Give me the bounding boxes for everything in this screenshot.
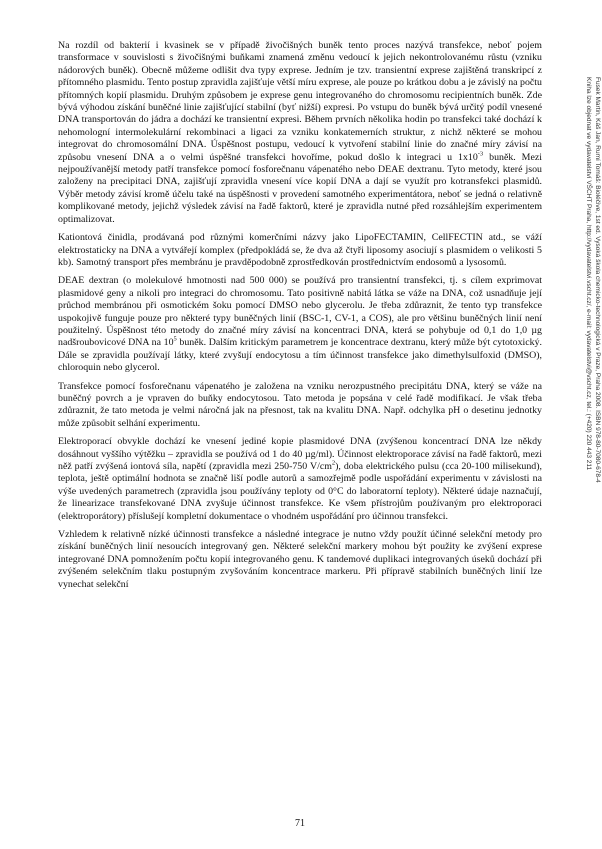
paragraph-1-text: Na rozdíl od bakterií i kvasinek se v případě živočišných buněk tento proces nazývá transfekce, neboť pojem transformace v souvislosti s živočišnými buňkami znamená změnu vedoucí k jejich nekontrolovanému růstu (vzniku nádorových buněk). Obecně můžeme odlišit dva typy exprese. Jedním je tzv. transientní exprese zajištěná transkripcí z přítomného plasmidu. Tento postup zpravidla zajišťuje větší míru exprese, ale pouze po krátkou dobu a je závislý na počtu přítomných kopií plasmidu. Druhým způsobem je exprese genu integrovaného do chromosomu recipientních buněk. Zde bývá výhodou získání buněčné linie zajišťující stabilní (byť nižší) expresi. Po vstupu do buněk bývá určitý podíl vnesené DNA transportován do jádra a dochází ke transientní expresi. Během prvních několika hodin po transfekci také dochází k nehomologní intermolekulární rekombinaci a ligaci za vzniku konkatemerních struktur, z nichž některé se mohou integrovat do chromosomální DNA. Úspěšnost postupu, vedoucí k vytvoření stabilní linie do značné míry závisí na způsobu vnesení DNA a o velmi úspěšné transfekci hovoříme, pokud došlo k integraci u 1x10 [58,40,542,163]
page-number: 71 [295,818,305,829]
body-text [58,40,542,597]
side-citation-note [568,77,602,605]
side-citation-line-2: Kniha lze objednat ve vydavatelství VŠCHT Praha, http://vydavatelstvi.vscht.cz/, e-mail: vydavatelstvi@vscht.cz, tel.: (+420) 220 443 211 [585,77,592,471]
paragraph-3 [58,275,542,374]
paragraph-6: Vzhledem k relativně nízké účinnosti transfekce a následné integrace je nutno vždy použít účinné selekční metody pro získání buněčných linií nesoucích integrovaný gen. Některé selekční markery mohou být použity ke zvýšení exprese integrované DNA pomnožením počtu kopií integrovaného genu. K tandemové duplikaci integrovaných úseků dochází při zvýšeném selekčním tlaku postupným zvyšováním koncentrace markeru. Při přípravě stabilních buněčných linií lze vynechat selekční [58,529,542,590]
paragraph-1-continuation: buněk. Mezi nejpoužívanější metody patří transfekce pomocí fosforečnanu vápenatého nebo DEAE dextranu. Tyto metody, které jsou založeny na precipitaci DNA, zajišťují zpravidla vnesení více kopií DNA a dají se využít pro kotransfekci plasmidů. Výběr metody závisí kromě účelu také na úspěšnosti v provedení samotného experimentátora, neboť se jedná o relativně komplikované metody, jejichž výsledek závisí na řadě faktorů, které je zpravidla nutné před rozsáhlejším experimentem optimalizovat. [58,151,542,225]
paragraph-5-continuation: ), doba elektrického pulsu (cca 20-100 milisekund), teplota, ještě optimální hodnota se značně liší podle autorů a samozřejmě podle uspořádání experimentu v závislosti na výše uvedených parametrech (zpravidla jsou používány teploty od 0°C do laboratorní teploty). Některé údaje naznačují, že linearizace transfekované DNA zvyšuje účinnost transfekce. Ke všem přístrojům používaným pro elektroporaci (elektroporátory) příslušejí kompletní dokumentace o vhodném uspořádání pro účinnou transfekci. [58,461,542,522]
superscript: 2 [331,459,336,467]
paragraph-2: Kationtová činidla, prodávaná pod různými komerčními názvy jako LipoFECTAMIN, CellFECTIN atd., se váží elektrostaticky na DNA a vytvářejí komplex (předpokládá se, že dva až čtyři liposomy asociují s plasmidem o velikosti 5 kb). Samotný transport přes membránu je pravděpodobně zprostředkován prostřednictvím endosomů a lysosomů. [58,232,542,268]
paragraph-3-continuation: buněk. Dalším kritickým parametrem je koncentrace dextranu, který může být cytotoxický. Dále se zpravidla používají látky, které zvyšují endocytosu a tím účinnost transfekce jako dimethylsulfoxid (DMSO), chloroquin nebo glycerol. [58,337,542,374]
side-citation-line-1: Fusek Martin, Káš Jan, Rumí Tomáš: Bioléčive, 1st ed. Vysoká škola chemicko-technologická v Praze, Praha 2008. ISBN 978-80-7080-678-4 [594,77,601,483]
side-citation-rotated [568,77,602,605]
paragraph-4: Transfekce pomocí fosforečnanu vápenatého je založena na vzniku nerozpustného precipitátu DNA, který se váže na buněčný povrch a je vpraven do buňky endocytosou. Tato metoda je popsána v celé řadě modifikací. Je však třeba zdůraznit, že tato metoda je velmi náročná jak na přesnost, tak na kvalitu DNA. Např. odchylka pH o desetinu jednotky může způsobit selhání experimentu. [58,380,542,429]
paragraph-3-text: DEAE dextran (o molekulové hmotnosti nad 500 000) se používá pro transientní transfekci, tj. s cílem exprimovat plasmidové geny a nikoli pro integraci do chromosomu. Tato positivně nabitá látka se váže na DNA, což usnadňuje její průchod membránou při osmotickém šoku pomocí DMSO nebo glycerolu. Je třeba zdůraznit, že tento typ transfekce uspokojivě funguje pouze pro některé typy buněčných linií (BSC-1, CV-1, a COS), ale pro většinu buněčných linií není použitelný. Úspěšnost této metody do značné míry závisí na koncentraci DNA, která se pohybuje od 0,1 do 1,0 µg nadšroubovicové DNA na 10 [58,275,542,349]
paragraph-1 [58,40,542,226]
superscript: 5 [173,336,177,344]
paragraph-5 [58,436,542,523]
paragraph-5-text: Elektroporací obvykle dochází ke vnesení jediné kopie plasmidové DNA (zvýšenou koncentrací DNA lze někdy dosáhnout vyššího výtěžku – zpravidla se používá od 1 do 40 µg/ml). Účinnost elektroporace závisí na řadě faktorů, mezi něž patří zvýšená iontová síla, napětí (zpravidla mezi 250-750 V/cm [58,436,542,472]
superscript: -3 [477,150,484,158]
